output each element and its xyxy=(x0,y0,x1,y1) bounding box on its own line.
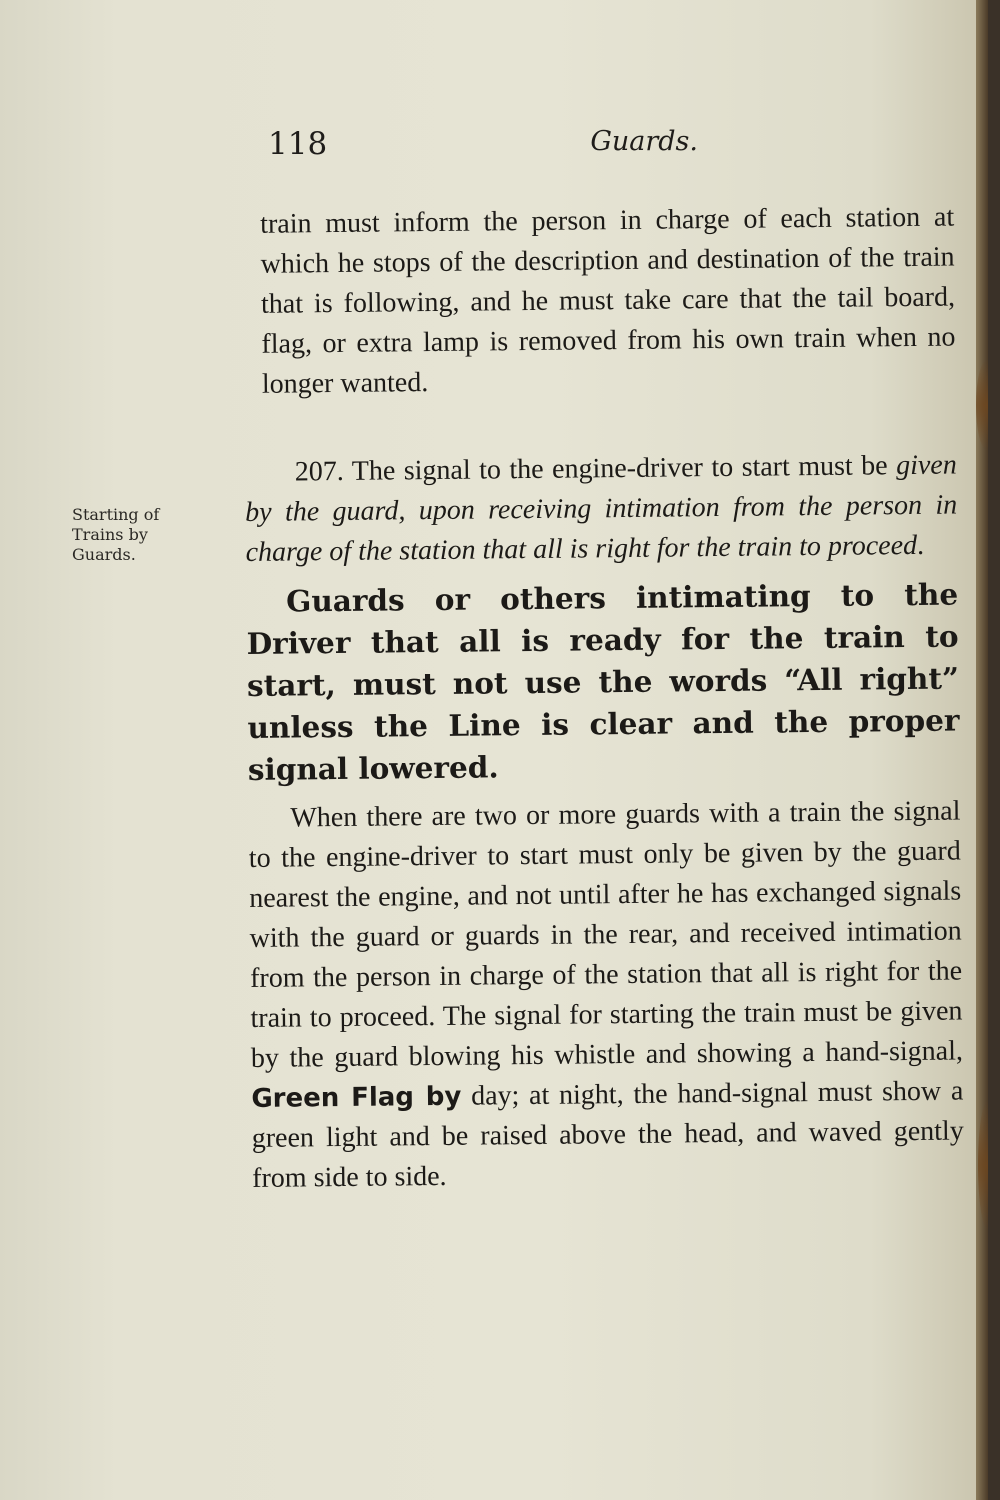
body-text xyxy=(242,198,964,1199)
marginal-note-line: Trains by xyxy=(72,525,148,544)
detail-paragraph xyxy=(248,792,964,1199)
page-edge xyxy=(976,0,988,1500)
detail-bold-text: Green Flag by xyxy=(251,1081,462,1114)
rule-number: 207. xyxy=(294,455,344,488)
rule-italic-text: given by the guard, upon receiving intimation from the person in charge of the station that all is right for the train to proceed xyxy=(245,449,958,568)
detail-text-end: day; at night, the hand-signal must show a green light and be raised above the head, and waved gently from side to side. xyxy=(251,1075,964,1194)
marginal-note-line: Guards. xyxy=(72,545,136,564)
marginal-note xyxy=(72,505,222,565)
continuation-paragraph: train must inform the person in charge of each station at which he stops of the description and destination of the train that is following, and he must take care that the tail board, flag, or extra lamp is removed from his own train when no longer wanted. xyxy=(260,201,956,400)
rule-207-paragraph xyxy=(245,446,958,573)
page-number: 118 xyxy=(268,126,328,162)
emphasis-paragraph: Guards or others intimating to the Driver that all is ready for the train to start, must not use the words “All right” unless the Line is clear and the proper signal lowered. xyxy=(246,576,960,787)
marginal-note-line: Starting of xyxy=(72,505,160,524)
page-header xyxy=(268,126,698,166)
running-head: Guards. xyxy=(590,126,698,157)
detail-text: When there are two or more guards with a train the signal to the engine-driver to start must only be given by the guard nearest the engine, and not until after he has exchanged signals with the guard or guards in the rear, and received intimation from the person in charge of the station that all is right for the train to proceed. The signal for starting the train must be given by the guard blowing his whistle and showing a hand-signal, xyxy=(248,795,964,1074)
bleed-through xyxy=(110,430,240,446)
rule-text-end: . xyxy=(916,529,925,561)
rule-text: The signal to the engine-driver to start must be xyxy=(351,450,897,487)
